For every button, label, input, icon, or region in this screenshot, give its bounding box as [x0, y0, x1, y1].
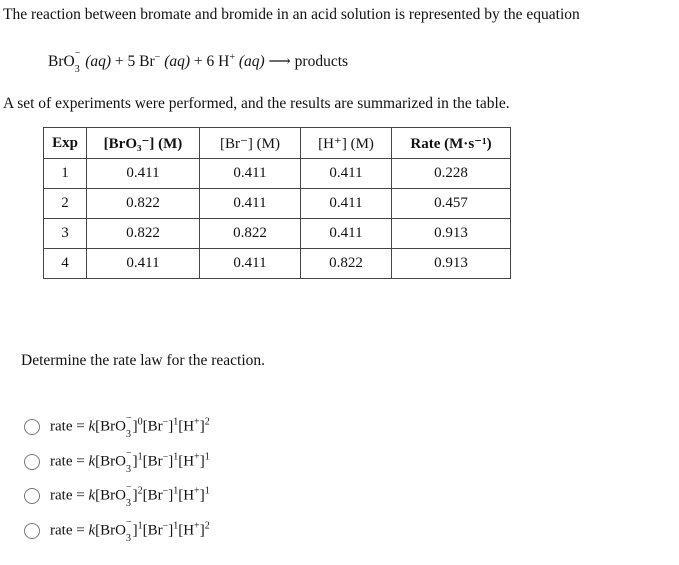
cell-hydrogen: 0.411 — [301, 219, 392, 249]
option-text: rate = k[BrO − 3 ]$^2[Br^-]^1[H^+]^1$ — [50, 482, 210, 510]
answer-option-1[interactable] — [24, 410, 210, 445]
hydrogen-term: + 6 H — [193, 53, 230, 70]
cell-rate: 0.457 — [392, 189, 511, 219]
cell-bromide: 0.822 — [200, 219, 301, 249]
cell-hydrogen: 0.411 — [301, 189, 392, 219]
answer-option-3[interactable] — [24, 479, 210, 514]
table-row — [44, 219, 511, 249]
cell-bromate: 0.411 — [87, 249, 200, 279]
cell-bromate: 0.822 — [87, 219, 200, 249]
table-caption: A set of experiments were performed, and the results are summarized in the table. — [3, 95, 510, 112]
cell-hydrogen: 0.822 — [301, 249, 392, 279]
hydrogen-phase: (aq) — [238, 53, 265, 70]
bromate-formula: BrO — [48, 53, 75, 70]
cell-exp: 4 — [44, 249, 87, 279]
header-bromate: [BrO₃⁻] (M) — [87, 128, 200, 159]
question-intro: The reaction between bromate and bromide in an acid solution is represented by the equation — [3, 6, 580, 23]
cell-rate: 0.228 — [392, 159, 511, 189]
radio-button[interactable] — [24, 419, 40, 435]
cell-exp: 1 — [44, 159, 87, 189]
products-label: products — [294, 53, 349, 70]
cell-bromate: 0.822 — [87, 189, 200, 219]
option-text: rate = k[BrO − 3 ]$^1[Br^-]^1[H^+]^2$ — [50, 516, 210, 544]
answer-option-4[interactable] — [24, 514, 210, 549]
header-hydrogen: [H⁺] (M) — [301, 128, 392, 159]
table-row — [44, 249, 511, 279]
header-rate: Rate (M·s⁻¹) — [392, 128, 511, 159]
cell-bromide: 0.411 — [200, 159, 301, 189]
table-row — [44, 189, 511, 219]
radio-button[interactable] — [24, 488, 40, 504]
cell-bromate: 0.411 — [87, 159, 200, 189]
cell-exp: 3 — [44, 219, 87, 249]
cell-rate: 0.913 — [392, 219, 511, 249]
cell-rate: 0.913 — [392, 249, 511, 279]
reaction-equation: BrO − 3 (aq) + 5 Br− (aq) + 6 H+ (aq) ⟶ products — [48, 48, 349, 76]
cell-bromide: 0.411 — [200, 189, 301, 219]
bromide-term: + 5 Br — [114, 53, 155, 70]
radio-button[interactable] — [24, 454, 40, 470]
radio-button[interactable] — [24, 523, 40, 539]
table-row — [44, 159, 511, 189]
question-prompt: Determine the rate law for the reaction. — [21, 352, 266, 369]
bromate-sub-sup: − 3 — [74, 48, 81, 76]
reaction-arrow: ⟶ — [268, 53, 291, 70]
experiment-table — [43, 127, 511, 279]
answer-option-2[interactable] — [24, 445, 210, 480]
answer-options — [24, 410, 210, 548]
cell-hydrogen: 0.411 — [301, 159, 392, 189]
bromate-phase: (aq) — [85, 53, 112, 70]
bromide-phase: (aq) — [164, 53, 191, 70]
cell-bromide: 0.411 — [200, 249, 301, 279]
table-header-row — [44, 128, 511, 159]
cell-exp: 2 — [44, 189, 87, 219]
option-text: rate = k[BrO − 3 ]$^1[Br^-]^1[H^+]^1$ — [50, 447, 210, 475]
header-bromide: [Br⁻] (M) — [200, 128, 301, 159]
header-exp: Exp — [44, 128, 87, 159]
option-text: rate = k[BrO − 3 ]$^0[Br^-]^1[H^+]^2$ — [50, 413, 210, 441]
